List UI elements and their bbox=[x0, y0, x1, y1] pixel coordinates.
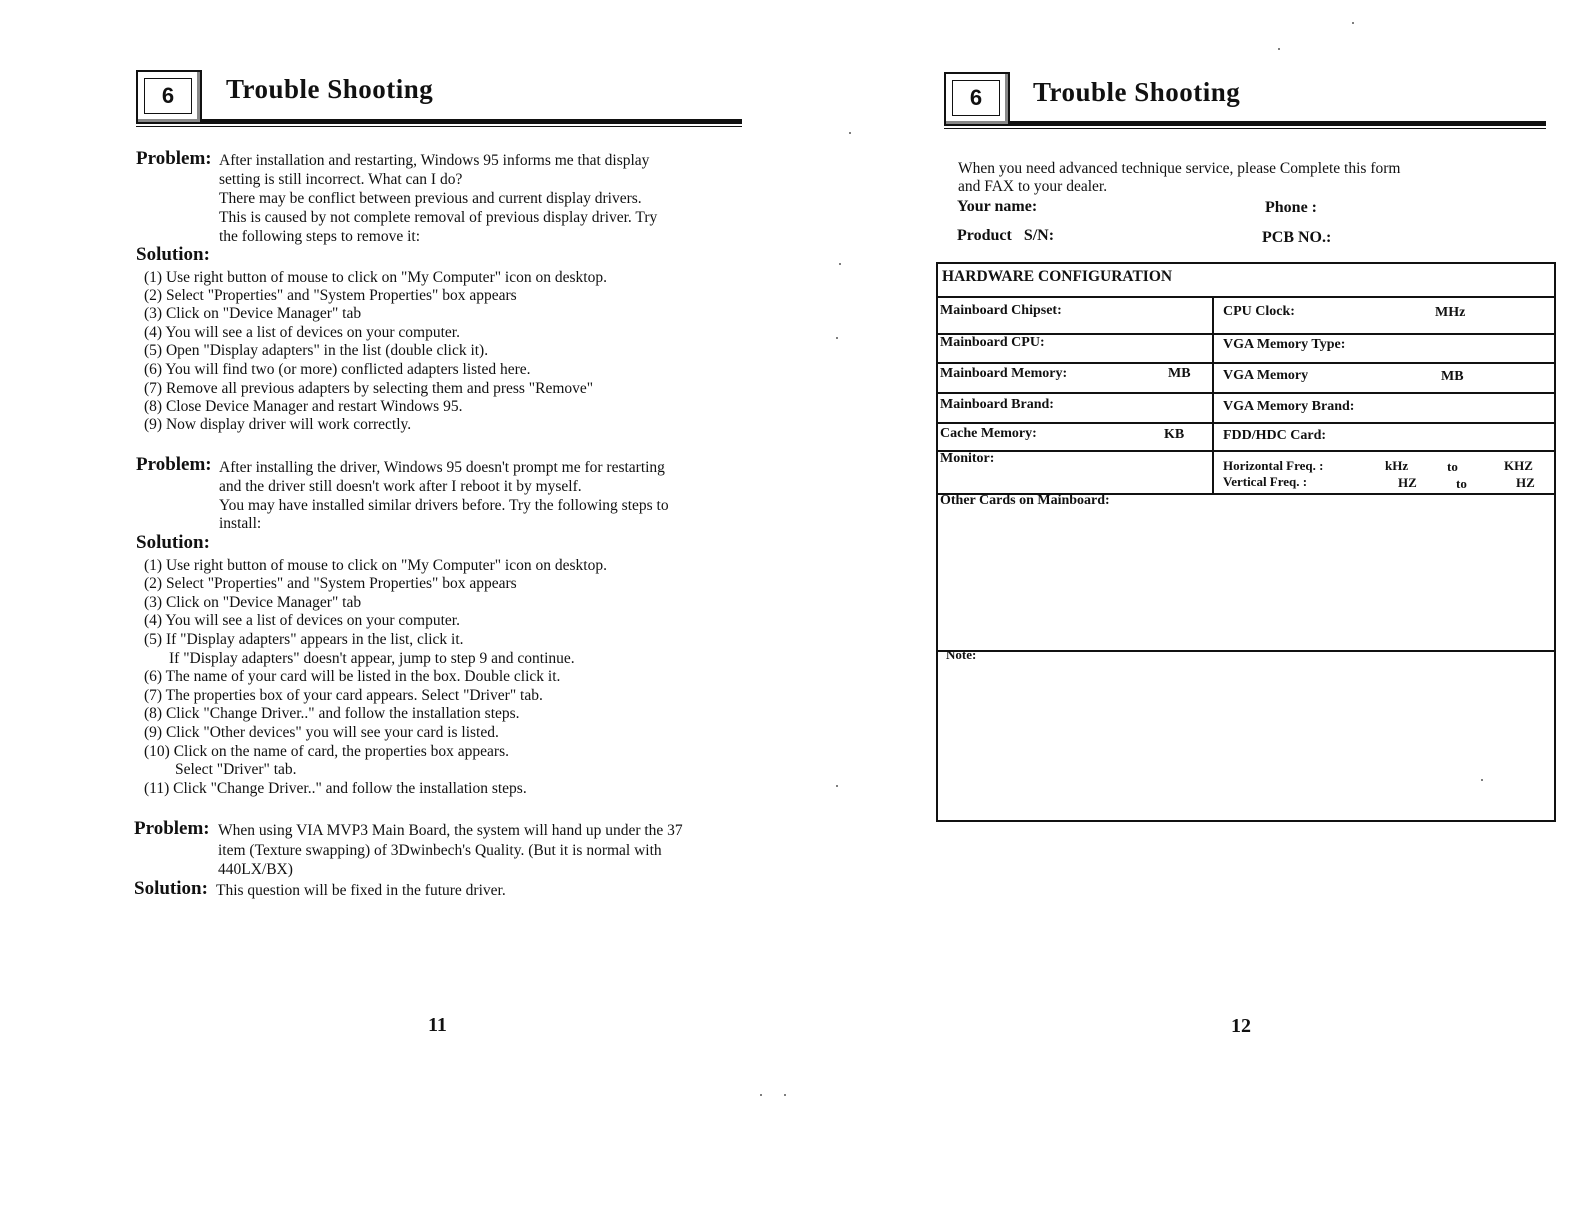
solution-1-step-7: (7) Remove all previous adapters by selecting them and press "Remove" bbox=[144, 380, 594, 397]
right-header-rule-thin bbox=[944, 128, 1546, 129]
form-rule-title bbox=[938, 296, 1554, 298]
solution-2-step-7: (7) The properties box of your card appears. Select "Driver" tab. bbox=[144, 687, 543, 704]
solution-2-step-3: (3) Click on "Device Manager" tab bbox=[144, 594, 362, 611]
problem-2-line-4: install: bbox=[219, 515, 262, 532]
problem-2-line-1: After installing the driver, Windows 95 doesn't prompt me for restarting bbox=[219, 459, 665, 476]
problem-1-line-3: There may be conflict between previous and current display drivers. bbox=[219, 190, 642, 207]
fdd-hdc-card-label: FDD/HDC Card: bbox=[1223, 428, 1327, 443]
vertical-freq-to: to bbox=[1456, 476, 1467, 491]
right-header-rule bbox=[1010, 121, 1546, 126]
left-header-rule-thin bbox=[136, 126, 742, 127]
vga-memory-label: VGA Memory bbox=[1223, 368, 1309, 383]
monitor-label: Monitor: bbox=[940, 451, 995, 466]
right-section-title: Trouble Shooting bbox=[1033, 77, 1241, 107]
form-column-divider bbox=[1212, 296, 1214, 494]
your-name-label: Your name: bbox=[957, 198, 1038, 215]
problem-1-line-1: After installation and restarting, Windows 95 informs me that display bbox=[219, 152, 650, 169]
mainboard-memory-unit: MB bbox=[1168, 366, 1191, 381]
form-rule-2 bbox=[938, 362, 1554, 364]
form-intro-line-1: When you need advanced technique service, please Complete this form bbox=[958, 160, 1401, 177]
scan-speck bbox=[836, 337, 838, 339]
pcb-no-label: PCB NO.: bbox=[1262, 229, 1332, 246]
left-page-number: 11 bbox=[428, 1014, 447, 1036]
left-section-number-box bbox=[136, 70, 202, 124]
vertical-freq-to-unit: HZ bbox=[1516, 475, 1535, 490]
left-section-number: 6 bbox=[144, 78, 192, 114]
scan-speck bbox=[1481, 779, 1483, 781]
cpu-clock-unit: MHz bbox=[1435, 305, 1466, 320]
cache-memory-label: Cache Memory: bbox=[940, 426, 1037, 441]
mainboard-brand-label: Mainboard Brand: bbox=[940, 397, 1054, 412]
solution-2-step-11: (11) Click "Change Driver.." and follow the installation steps. bbox=[144, 780, 527, 797]
solution-3-text: This question will be fixed in the future driver. bbox=[216, 882, 506, 899]
other-cards-label: Other Cards on Mainboard: bbox=[940, 493, 1110, 508]
horizontal-freq-from-unit: kHz bbox=[1385, 458, 1409, 473]
note-label: Note: bbox=[946, 647, 977, 662]
solution-2-step-10-note: Select "Driver" tab. bbox=[175, 761, 297, 778]
solution-1-step-2: (2) Select "Properties" and "System Properties" box appears bbox=[144, 287, 517, 304]
problem-1-line-2: setting is still incorrect. What can I do? bbox=[219, 171, 463, 188]
cpu-clock-label: CPU Clock: bbox=[1223, 304, 1295, 319]
horizontal-freq-label: Horizontal Freq. : bbox=[1223, 458, 1324, 473]
scan-speck bbox=[760, 1094, 762, 1096]
product-sn-label: Product S/N: bbox=[957, 227, 1055, 244]
problem-2-label: Problem: bbox=[136, 454, 212, 475]
right-section-number-box bbox=[944, 72, 1010, 126]
solution-2-step-8: (8) Click "Change Driver.." and follow the installation steps. bbox=[144, 705, 520, 722]
form-rule-5 bbox=[938, 450, 1554, 452]
form-rule-7 bbox=[938, 650, 1554, 652]
left-header-rule bbox=[202, 119, 742, 124]
cache-memory-unit: KB bbox=[1164, 427, 1185, 442]
mainboard-memory-label: Mainboard Memory: bbox=[940, 366, 1068, 381]
solution-1-step-5: (5) Open "Display adapters" in the list (double click it). bbox=[144, 342, 489, 359]
solution-1-step-1: (1) Use right button of mouse to click on "My Computer" icon on desktop. bbox=[144, 269, 607, 286]
scan-speck bbox=[1278, 48, 1280, 50]
solution-2-label: Solution: bbox=[136, 532, 210, 553]
problem-1-line-5: the following steps to remove it: bbox=[219, 228, 421, 245]
vga-memory-type-label: VGA Memory Type: bbox=[1223, 337, 1346, 352]
hardware-configuration-form bbox=[936, 262, 1556, 822]
horizontal-freq-to-unit: KHZ bbox=[1504, 458, 1533, 473]
left-section-title: Trouble Shooting bbox=[226, 74, 434, 104]
vga-memory-unit: MB bbox=[1441, 369, 1464, 384]
problem-3-line-1: When using VIA MVP3 Main Board, the system will hand up under the 37 bbox=[218, 822, 683, 839]
solution-1-step-3: (3) Click on "Device Manager" tab bbox=[144, 305, 362, 322]
scan-speck bbox=[849, 132, 851, 134]
solution-1-step-6: (6) You will find two (or more) conflicted adapters listed here. bbox=[144, 361, 531, 378]
form-rule-4 bbox=[938, 422, 1554, 424]
solution-2-step-9: (9) Click "Other devices" you will see your card is listed. bbox=[144, 724, 499, 741]
phone-label: Phone : bbox=[1265, 199, 1317, 216]
solution-1-step-9: (9) Now display driver will work correctly. bbox=[144, 416, 412, 433]
mainboard-cpu-label: Mainboard CPU: bbox=[940, 335, 1045, 350]
vga-memory-brand-label: VGA Memory Brand: bbox=[1223, 399, 1355, 414]
problem-2-line-2: and the driver still doesn't work after I reboot it by myself. bbox=[219, 478, 582, 495]
solution-1-step-4: (4) You will see a list of devices on your computer. bbox=[144, 324, 460, 341]
vertical-freq-label: Vertical Freq. : bbox=[1223, 474, 1308, 489]
form-intro-line-2: and FAX to your dealer. bbox=[958, 178, 1108, 195]
solution-1-step-8: (8) Close Device Manager and restart Windows 95. bbox=[144, 398, 463, 415]
solution-2-step-10: (10) Click on the name of card, the properties box appears. bbox=[144, 743, 509, 760]
scan-speck bbox=[784, 1094, 786, 1096]
solution-3-label: Solution: bbox=[134, 878, 208, 899]
vertical-freq-from-unit: HZ bbox=[1398, 475, 1417, 490]
solution-2-step-5-note: If "Display adapters" doesn't appear, jump to step 9 and continue. bbox=[169, 650, 575, 667]
solution-2-step-4: (4) You will see a list of devices on your computer. bbox=[144, 612, 460, 629]
scan-speck bbox=[836, 785, 838, 787]
problem-1-line-4: This is caused by not complete removal of previous display driver. Try bbox=[219, 209, 658, 226]
problem-3-label: Problem: bbox=[134, 818, 210, 839]
problem-3-line-3: 440LX/BX) bbox=[218, 861, 293, 878]
scan-speck bbox=[839, 263, 841, 265]
solution-2-step-5: (5) If "Display adapters" appears in the list, click it. bbox=[144, 631, 464, 648]
mainboard-chipset-label: Mainboard Chipset: bbox=[940, 303, 1062, 318]
solution-1-label: Solution: bbox=[136, 244, 210, 265]
form-title: HARDWARE CONFIGURATION bbox=[942, 268, 1173, 285]
form-rule-3 bbox=[938, 392, 1554, 394]
solution-2-step-1: (1) Use right button of mouse to click on "My Computer" icon on desktop. bbox=[144, 557, 607, 574]
solution-2-step-6: (6) The name of your card will be listed in the box. Double click it. bbox=[144, 668, 561, 685]
right-page-number: 12 bbox=[1231, 1015, 1251, 1037]
scan-speck bbox=[1352, 22, 1354, 24]
right-section-number: 6 bbox=[952, 80, 1000, 116]
solution-2-step-2: (2) Select "Properties" and "System Properties" box appears bbox=[144, 575, 517, 592]
horizontal-freq-to: to bbox=[1447, 459, 1458, 474]
problem-3-line-2: item (Texture swapping) of 3Dwinbech's Quality. (But it is normal with bbox=[218, 842, 662, 859]
problem-1-label: Problem: bbox=[136, 148, 212, 169]
problem-2-line-3: You may have installed similar drivers before. Try the following steps to bbox=[219, 497, 669, 514]
